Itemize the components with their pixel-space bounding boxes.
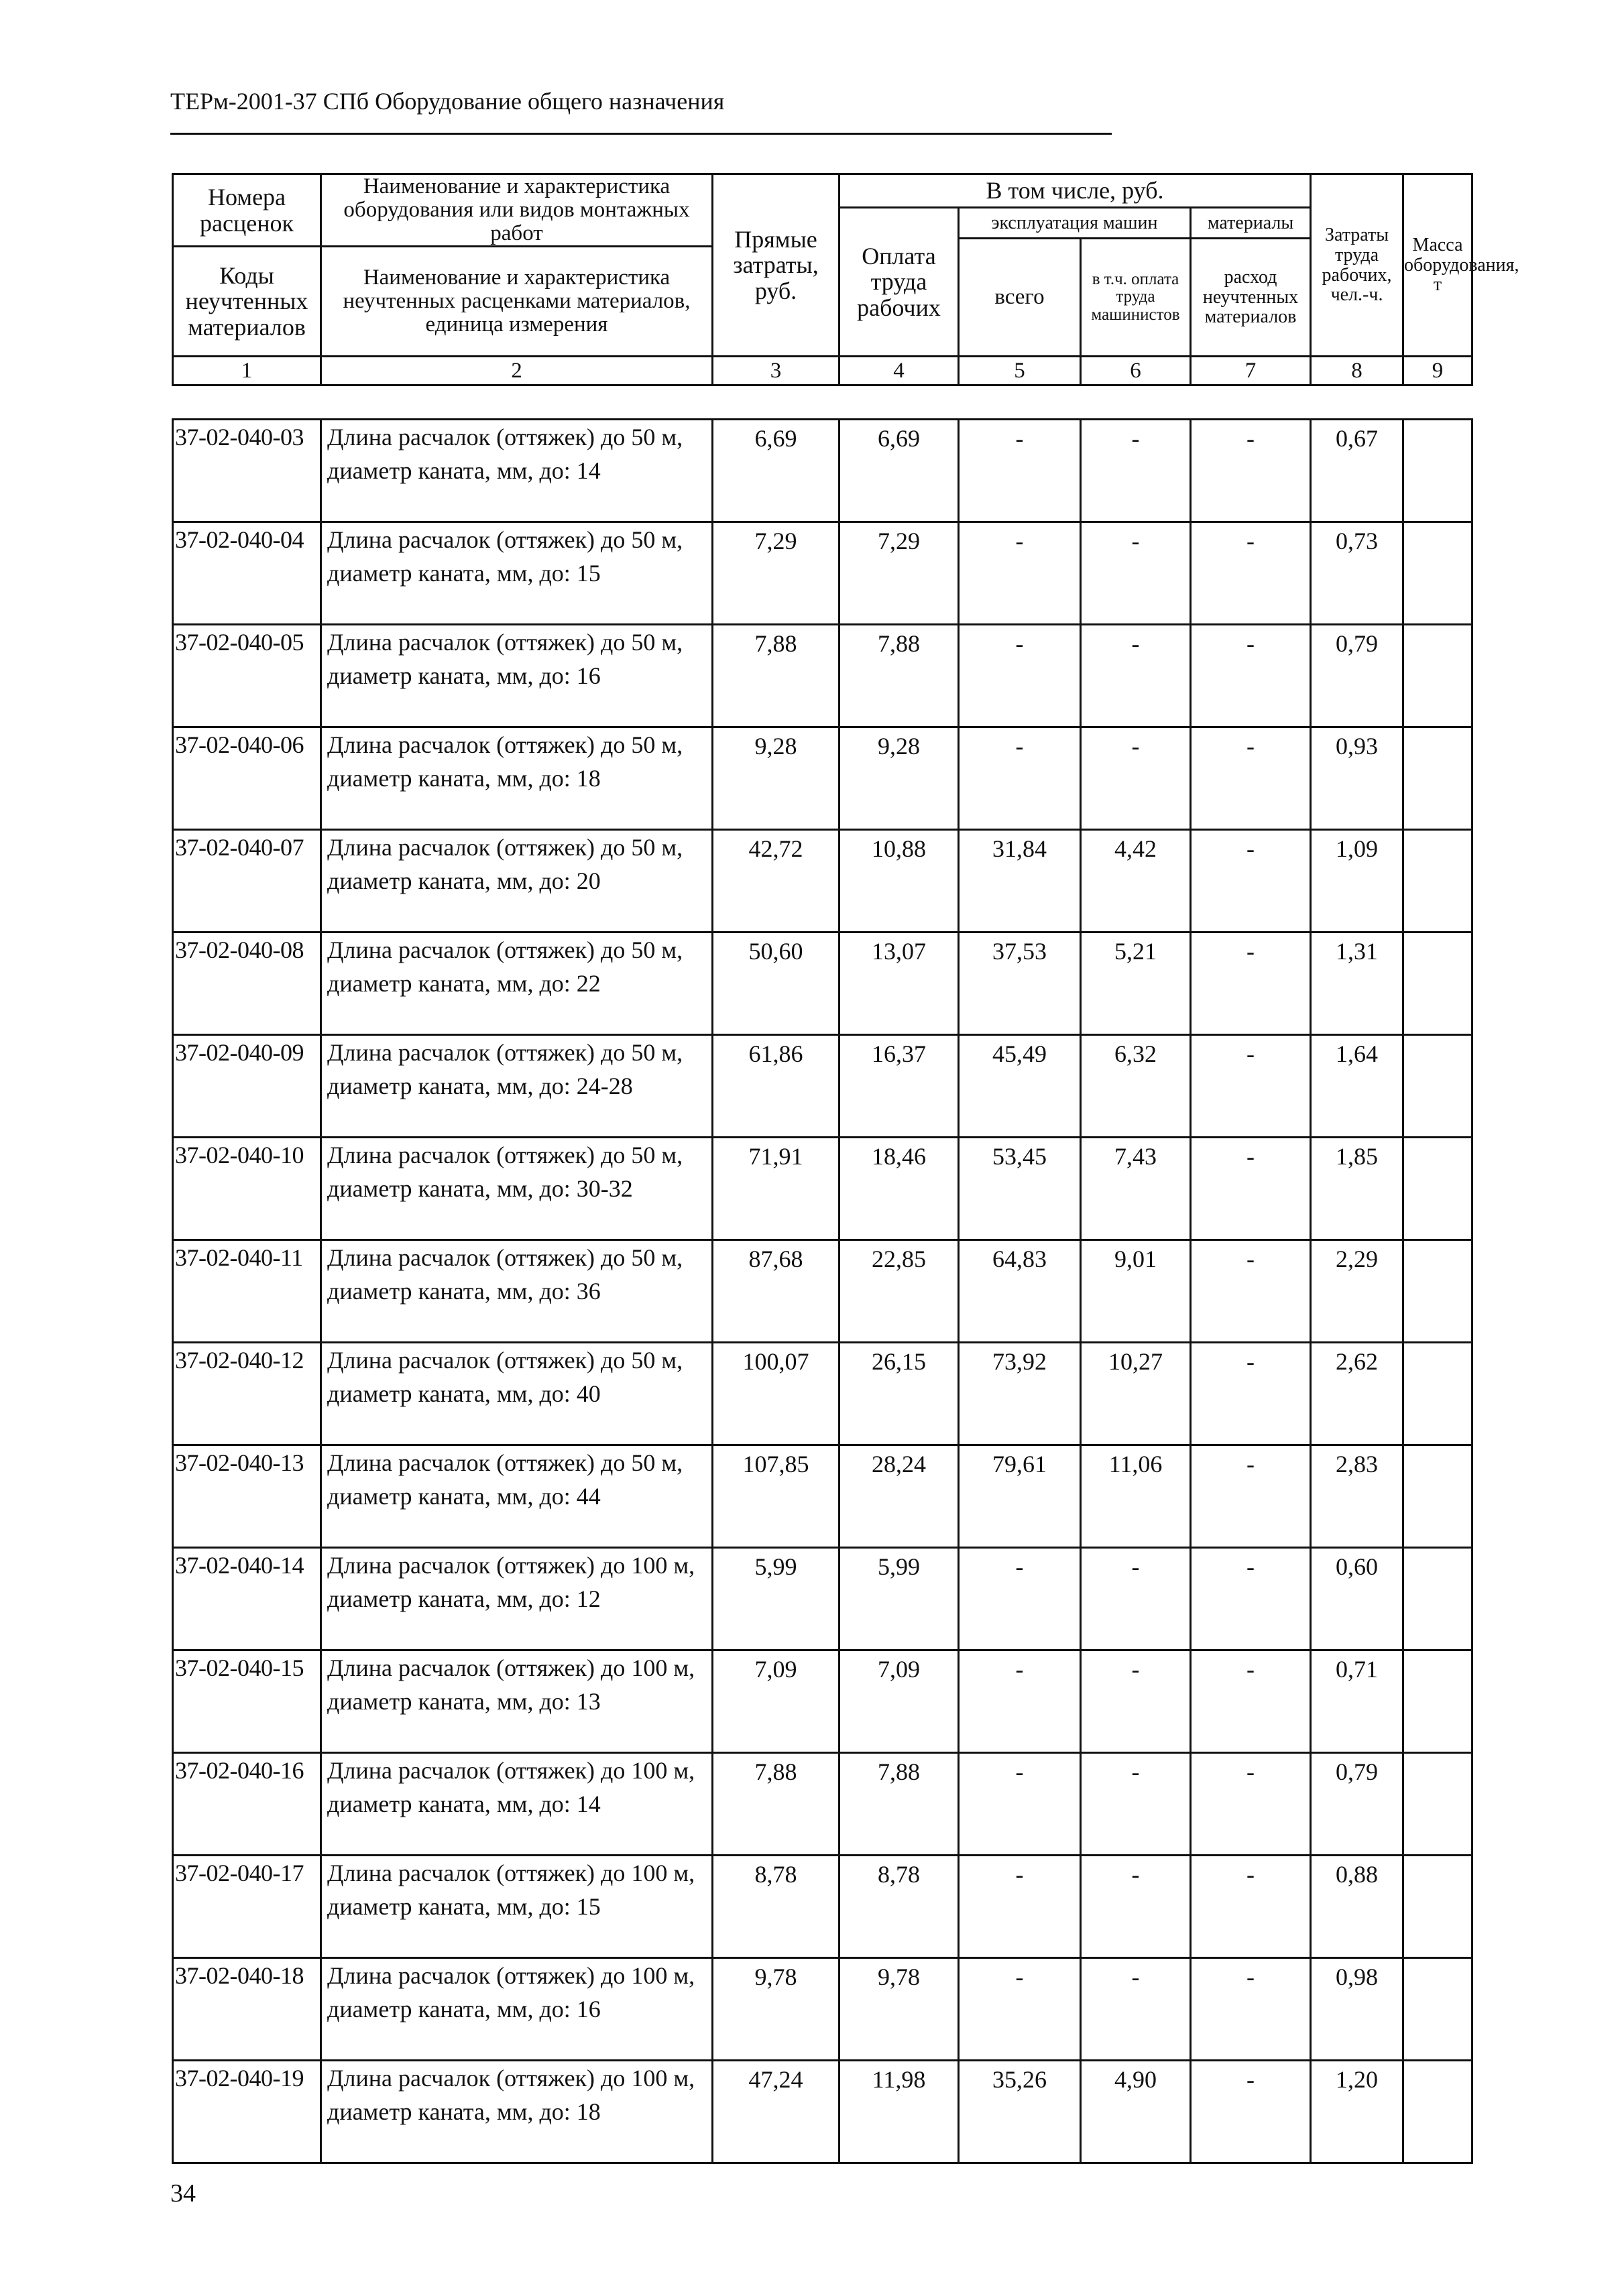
machines-total-value: 64,83 [959, 1240, 1081, 1343]
column-number: 8 [1311, 357, 1403, 385]
work-description: Длина расчалок (оттяжек) до 50 м, диаметр каната, мм, до: 40 [321, 1343, 713, 1445]
column-number: 3 [713, 357, 839, 385]
work-description: Длина расчалок (оттяжек) до 50 м, диаметр каната, мм, до: 15 [321, 522, 713, 625]
direct-costs-value: 42,72 [713, 830, 839, 932]
rate-code: 37-02-040-07 [173, 830, 321, 932]
machines-total-value: - [959, 727, 1081, 830]
materials-value: - [1191, 2061, 1311, 2163]
table-row [173, 1548, 1472, 1650]
labor-hours-value: 0,93 [1311, 727, 1403, 830]
table-row [173, 2061, 1472, 2163]
machinists-pay-value: 5,21 [1081, 932, 1191, 1035]
materials-value: - [1191, 830, 1311, 932]
machines-total-value: 53,45 [959, 1138, 1081, 1240]
direct-costs-value: 8,78 [713, 1856, 839, 1958]
rate-code: 37-02-040-15 [173, 1650, 321, 1753]
rate-code: 37-02-040-18 [173, 1958, 321, 2061]
labor-hours-value: 0,60 [1311, 1548, 1403, 1650]
rates-table [172, 418, 1473, 2164]
worker-pay-value: 18,46 [839, 1138, 959, 1240]
table-row [173, 522, 1472, 625]
rate-code: 37-02-040-05 [173, 625, 321, 727]
column-numbers-row [173, 357, 1472, 385]
direct-costs-value: 5,99 [713, 1548, 839, 1650]
table-row [173, 625, 1472, 727]
header-machinists-pay: в т.ч. оплата труда машинистов [1081, 239, 1191, 357]
labor-hours-value: 1,64 [1311, 1035, 1403, 1138]
work-description: Длина расчалок (оттяжек) до 100 м, диаметр каната, мм, до: 15 [321, 1856, 713, 1958]
column-number: 7 [1191, 357, 1311, 385]
table-row [173, 1650, 1472, 1753]
rate-code: 37-02-040-04 [173, 522, 321, 625]
machinists-pay-value: 9,01 [1081, 1240, 1191, 1343]
equipment-mass-value [1403, 2061, 1472, 2163]
worker-pay-value: 16,37 [839, 1035, 959, 1138]
rate-code: 37-02-040-16 [173, 1753, 321, 1856]
column-number: 1 [173, 357, 321, 385]
labor-hours-value: 0,98 [1311, 1958, 1403, 2061]
worker-pay-value: 26,15 [839, 1343, 959, 1445]
machines-total-value: - [959, 625, 1081, 727]
machinists-pay-value: 6,32 [1081, 1035, 1191, 1138]
equipment-mass-value [1403, 1856, 1472, 1958]
rate-code: 37-02-040-11 [173, 1240, 321, 1343]
labor-hours-value: 1,31 [1311, 932, 1403, 1035]
equipment-mass-value [1403, 420, 1472, 522]
equipment-mass-value [1403, 1958, 1472, 2061]
table-row [173, 1343, 1472, 1445]
worker-pay-value: 9,28 [839, 727, 959, 830]
work-description: Длина расчалок (оттяжек) до 100 м, диаметр каната, мм, до: 12 [321, 1548, 713, 1650]
header-worker-pay: Оплата труда рабочих [839, 208, 959, 357]
direct-costs-value: 61,86 [713, 1035, 839, 1138]
machines-total-value: - [959, 1753, 1081, 1856]
worker-pay-value: 6,69 [839, 420, 959, 522]
machinists-pay-value: 4,42 [1081, 830, 1191, 932]
equipment-mass-value [1403, 1343, 1472, 1445]
equipment-mass-value [1403, 1240, 1472, 1343]
equipment-mass-value [1403, 1035, 1472, 1138]
machines-total-value: - [959, 1856, 1081, 1958]
header-direct-costs: Прямые затраты, руб. [713, 174, 839, 357]
header-materials: материалы [1191, 208, 1311, 239]
machines-total-value: 73,92 [959, 1343, 1081, 1445]
column-number: 5 [959, 357, 1081, 385]
machinists-pay-value: 11,06 [1081, 1445, 1191, 1548]
equipment-mass-value [1403, 1650, 1472, 1753]
machinists-pay-value: - [1081, 1753, 1191, 1856]
table-row [173, 727, 1472, 830]
table-row [173, 1753, 1472, 1856]
machines-total-value: 37,53 [959, 932, 1081, 1035]
materials-value: - [1191, 1138, 1311, 1240]
materials-value: - [1191, 1650, 1311, 1753]
worker-pay-value: 7,29 [839, 522, 959, 625]
direct-costs-value: 7,88 [713, 625, 839, 727]
table-row [173, 1958, 1472, 2061]
equipment-mass-value [1403, 1548, 1472, 1650]
labor-hours-value: 0,79 [1311, 1753, 1403, 1856]
materials-value: - [1191, 1445, 1311, 1548]
materials-value: - [1191, 1343, 1311, 1445]
labor-hours-value: 1,09 [1311, 830, 1403, 932]
machinists-pay-value: - [1081, 1650, 1191, 1753]
equipment-mass-value [1403, 727, 1472, 830]
materials-value: - [1191, 420, 1311, 522]
rate-code: 37-02-040-19 [173, 2061, 321, 2163]
running-head: ТЕРм-2001-37 СПб Оборудование общего назначения [170, 88, 725, 115]
worker-pay-value: 7,88 [839, 625, 959, 727]
header-equipment-mass: Масса оборудования, т [1403, 174, 1472, 357]
machinists-pay-value: - [1081, 522, 1191, 625]
equipment-mass-value [1403, 830, 1472, 932]
direct-costs-value: 7,09 [713, 1650, 839, 1753]
labor-hours-value: 0,73 [1311, 522, 1403, 625]
machines-total-value: - [959, 1548, 1081, 1650]
header-material-name: Наименование и характеристика неучтенных расценками материалов, единица измерения [321, 247, 713, 357]
labor-hours-value: 2,29 [1311, 1240, 1403, 1343]
worker-pay-value: 13,07 [839, 932, 959, 1035]
machines-total-value: 35,26 [959, 2061, 1081, 2163]
page-number: 34 [170, 2179, 196, 2208]
work-description: Длина расчалок (оттяжек) до 100 м, диаметр каната, мм, до: 14 [321, 1753, 713, 1856]
rate-code: 37-02-040-17 [173, 1856, 321, 1958]
column-number: 6 [1081, 357, 1191, 385]
equipment-mass-value [1403, 522, 1472, 625]
work-description: Длина расчалок (оттяжек) до 50 м, диаметр каната, мм, до: 30-32 [321, 1138, 713, 1240]
materials-value: - [1191, 727, 1311, 830]
work-description: Длина расчалок (оттяжек) до 100 м, диаметр каната, мм, до: 18 [321, 2061, 713, 2163]
work-description: Длина расчалок (оттяжек) до 50 м, диаметр каната, мм, до: 36 [321, 1240, 713, 1343]
machinists-pay-value: - [1081, 727, 1191, 830]
work-description: Длина расчалок (оттяжек) до 50 м, диаметр каната, мм, до: 20 [321, 830, 713, 932]
machines-total-value: - [959, 1650, 1081, 1753]
table-row [173, 830, 1472, 932]
work-description: Длина расчалок (оттяжек) до 50 м, диаметр каната, мм, до: 22 [321, 932, 713, 1035]
header-labor-hours: Затраты труда рабочих, чел.-ч. [1311, 174, 1403, 357]
column-number: 2 [321, 357, 713, 385]
labor-hours-value: 2,83 [1311, 1445, 1403, 1548]
header-work-name: Наименование и характеристика оборудования или видов монтажных работ [321, 174, 713, 247]
worker-pay-value: 7,88 [839, 1753, 959, 1856]
equipment-mass-value [1403, 1138, 1472, 1240]
header-including: В том числе, руб. [839, 174, 1311, 208]
materials-value: - [1191, 1548, 1311, 1650]
materials-value: - [1191, 1753, 1311, 1856]
work-description: Длина расчалок (оттяжек) до 50 м, диаметр каната, мм, до: 24-28 [321, 1035, 713, 1138]
table-row [173, 1240, 1472, 1343]
machines-total-value: - [959, 420, 1081, 522]
direct-costs-value: 47,24 [713, 2061, 839, 2163]
work-description: Длина расчалок (оттяжек) до 50 м, диаметр каната, мм, до: 14 [321, 420, 713, 522]
header-machines: эксплуатация машин [959, 208, 1191, 239]
machines-total-value: 79,61 [959, 1445, 1081, 1548]
worker-pay-value: 11,98 [839, 2061, 959, 2163]
header-rate-numbers: Номера расценок [173, 174, 321, 247]
machinists-pay-value: 4,90 [1081, 2061, 1191, 2163]
labor-hours-value: 0,67 [1311, 420, 1403, 522]
rate-code: 37-02-040-03 [173, 420, 321, 522]
table-row [173, 1856, 1472, 1958]
direct-costs-value: 7,88 [713, 1753, 839, 1856]
header-machines-total: всего [959, 239, 1081, 357]
labor-hours-value: 0,79 [1311, 625, 1403, 727]
table-row [173, 1445, 1472, 1548]
labor-hours-value: 1,20 [1311, 2061, 1403, 2163]
machinists-pay-value: - [1081, 1856, 1191, 1958]
materials-value: - [1191, 1958, 1311, 2061]
work-description: Длина расчалок (оттяжек) до 50 м, диаметр каната, мм, до: 16 [321, 625, 713, 727]
direct-costs-value: 87,68 [713, 1240, 839, 1343]
worker-pay-value: 9,78 [839, 1958, 959, 2061]
direct-costs-value: 71,91 [713, 1138, 839, 1240]
work-description: Длина расчалок (оттяжек) до 50 м, диаметр каната, мм, до: 44 [321, 1445, 713, 1548]
labor-hours-value: 0,71 [1311, 1650, 1403, 1753]
direct-costs-value: 107,85 [713, 1445, 839, 1548]
labor-hours-value: 0,88 [1311, 1856, 1403, 1958]
table-row [173, 932, 1472, 1035]
labor-hours-value: 1,85 [1311, 1138, 1403, 1240]
machinists-pay-value: - [1081, 1548, 1191, 1650]
machines-total-value: 45,49 [959, 1035, 1081, 1138]
materials-value: - [1191, 625, 1311, 727]
machinists-pay-value: - [1081, 625, 1191, 727]
header-rule [170, 133, 1112, 135]
materials-value: - [1191, 522, 1311, 625]
machinists-pay-value: - [1081, 420, 1191, 522]
worker-pay-value: 22,85 [839, 1240, 959, 1343]
work-description: Длина расчалок (оттяжек) до 50 м, диаметр каната, мм, до: 18 [321, 727, 713, 830]
work-description: Длина расчалок (оттяжек) до 100 м, диаметр каната, мм, до: 13 [321, 1650, 713, 1753]
machinists-pay-value: 7,43 [1081, 1138, 1191, 1240]
worker-pay-value: 28,24 [839, 1445, 959, 1548]
worker-pay-value: 10,88 [839, 830, 959, 932]
equipment-mass-value [1403, 625, 1472, 727]
worker-pay-value: 5,99 [839, 1548, 959, 1650]
direct-costs-value: 9,78 [713, 1958, 839, 2061]
equipment-mass-value [1403, 932, 1472, 1035]
equipment-mass-value [1403, 1753, 1472, 1856]
rate-code: 37-02-040-08 [173, 932, 321, 1035]
table-row [173, 1138, 1472, 1240]
worker-pay-value: 8,78 [839, 1856, 959, 1958]
rate-code: 37-02-040-13 [173, 1445, 321, 1548]
materials-value: - [1191, 1035, 1311, 1138]
header-unaccounted-materials: расход неучтенных материалов [1191, 239, 1311, 357]
table-header [172, 173, 1519, 386]
materials-value: - [1191, 932, 1311, 1035]
direct-costs-value: 9,28 [713, 727, 839, 830]
machinists-pay-value: 10,27 [1081, 1343, 1191, 1445]
rate-code: 37-02-040-10 [173, 1138, 321, 1240]
rate-code: 37-02-040-09 [173, 1035, 321, 1138]
materials-value: - [1191, 1856, 1311, 1958]
direct-costs-value: 7,29 [713, 522, 839, 625]
machines-total-value: - [959, 522, 1081, 625]
rate-code: 37-02-040-14 [173, 1548, 321, 1650]
machines-total-value: - [959, 1958, 1081, 2061]
worker-pay-value: 7,09 [839, 1650, 959, 1753]
work-description: Длина расчалок (оттяжек) до 100 м, диаметр каната, мм, до: 16 [321, 1958, 713, 2061]
column-number: 4 [839, 357, 959, 385]
direct-costs-value: 50,60 [713, 932, 839, 1035]
machinists-pay-value: - [1081, 1958, 1191, 2061]
header-material-codes: Коды неучтенных материалов [173, 247, 321, 357]
table-row [173, 420, 1472, 522]
rate-code: 37-02-040-06 [173, 727, 321, 830]
direct-costs-value: 6,69 [713, 420, 839, 522]
table-row [173, 1035, 1472, 1138]
column-number: 9 [1403, 357, 1472, 385]
direct-costs-value: 100,07 [713, 1343, 839, 1445]
equipment-mass-value [1403, 1445, 1472, 1548]
materials-value: - [1191, 1240, 1311, 1343]
labor-hours-value: 2,62 [1311, 1343, 1403, 1445]
rate-code: 37-02-040-12 [173, 1343, 321, 1445]
machines-total-value: 31,84 [959, 830, 1081, 932]
